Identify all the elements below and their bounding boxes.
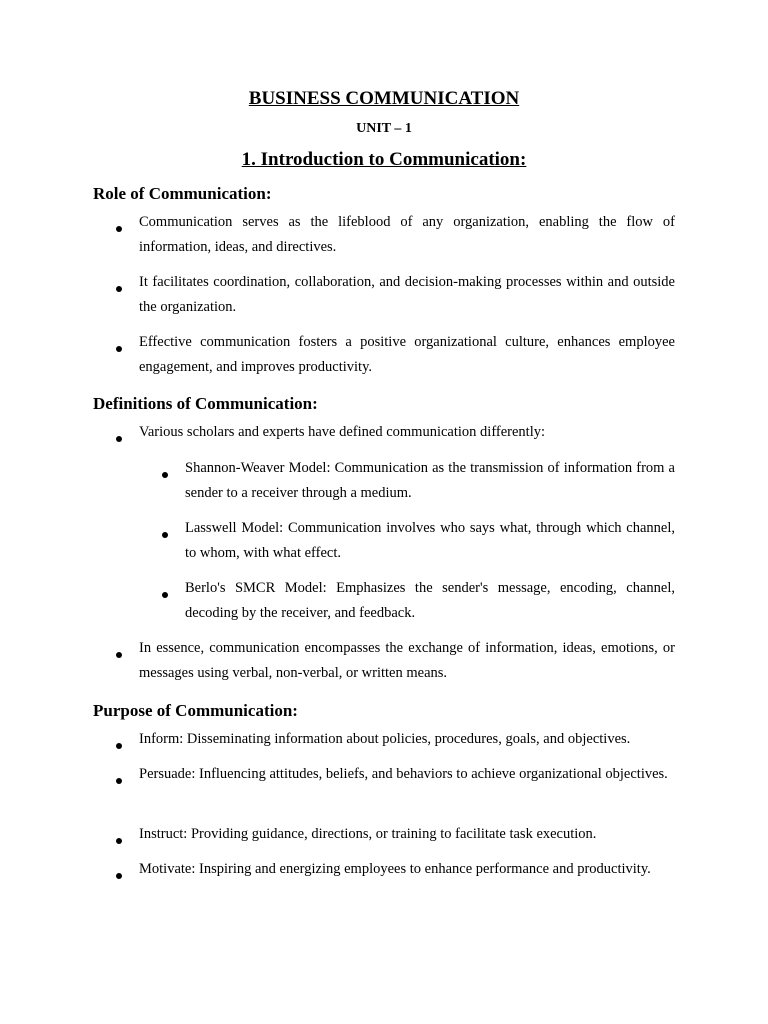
role-item: It facilitates coordination, collaboration, and decision-making processes within and outside the organization. (139, 274, 675, 315)
model-item: Shannon-Weaver Model: Communication as the transmission of information from a sender to a receiver through a medium. (185, 460, 675, 501)
bullet-icon (162, 472, 168, 478)
bullet-icon (116, 873, 122, 879)
bullet-icon (116, 286, 122, 292)
bullet-icon (116, 838, 122, 844)
bullet-icon (162, 592, 168, 598)
bullet-icon (162, 532, 168, 538)
definitions-intro: Various scholars and experts have defined communication differently: (139, 424, 546, 440)
document-title: BUSINESS COMMUNICATION (248, 88, 520, 109)
purpose-item: Motivate: Inspiring and energizing employees to enhance performance and productivity. (139, 861, 651, 877)
purpose-item: Instruct: Providing guidance, directions, or training to facilitate task execution. (139, 826, 597, 842)
role-item: Communication serves as the lifeblood of any organization, enabling the flow of information, ideas, and directives. (139, 214, 675, 255)
definitions-heading: Definitions of Communication: (93, 394, 318, 413)
bullet-icon (116, 436, 122, 442)
purpose-item: Persuade: Influencing attitudes, beliefs, and behaviors to achieve organizational objectives. (139, 766, 668, 782)
role-item: Effective communication fosters a positive organizational culture, enhances employee engagement, and improves productivity. (139, 334, 675, 375)
bullet-icon (116, 743, 122, 749)
bullet-icon (116, 226, 122, 232)
unit-label: UNIT – 1 (356, 121, 412, 136)
purpose-item: Inform: Disseminating information about policies, procedures, goals, and objectives. (139, 731, 631, 747)
bullet-icon (116, 346, 122, 352)
definitions-summary: In essence, communication encompasses the exchange of information, ideas, emotions, or messages using verbal, non-verbal, or written means. (139, 640, 675, 681)
bullet-icon (116, 652, 122, 658)
purpose-heading: Purpose of Communication: (93, 701, 298, 720)
role-heading: Role of Communication: (93, 184, 272, 203)
model-item: Berlo's SMCR Model: Emphasizes the sender's message, encoding, channel, decoding by the receiver, and feedback. (185, 580, 675, 621)
bullet-icon (116, 778, 122, 784)
model-item: Lasswell Model: Communication involves who says what, through which channel, to whom, with what effect. (185, 520, 675, 561)
section-title: 1. Introduction to Communication: (241, 149, 527, 170)
